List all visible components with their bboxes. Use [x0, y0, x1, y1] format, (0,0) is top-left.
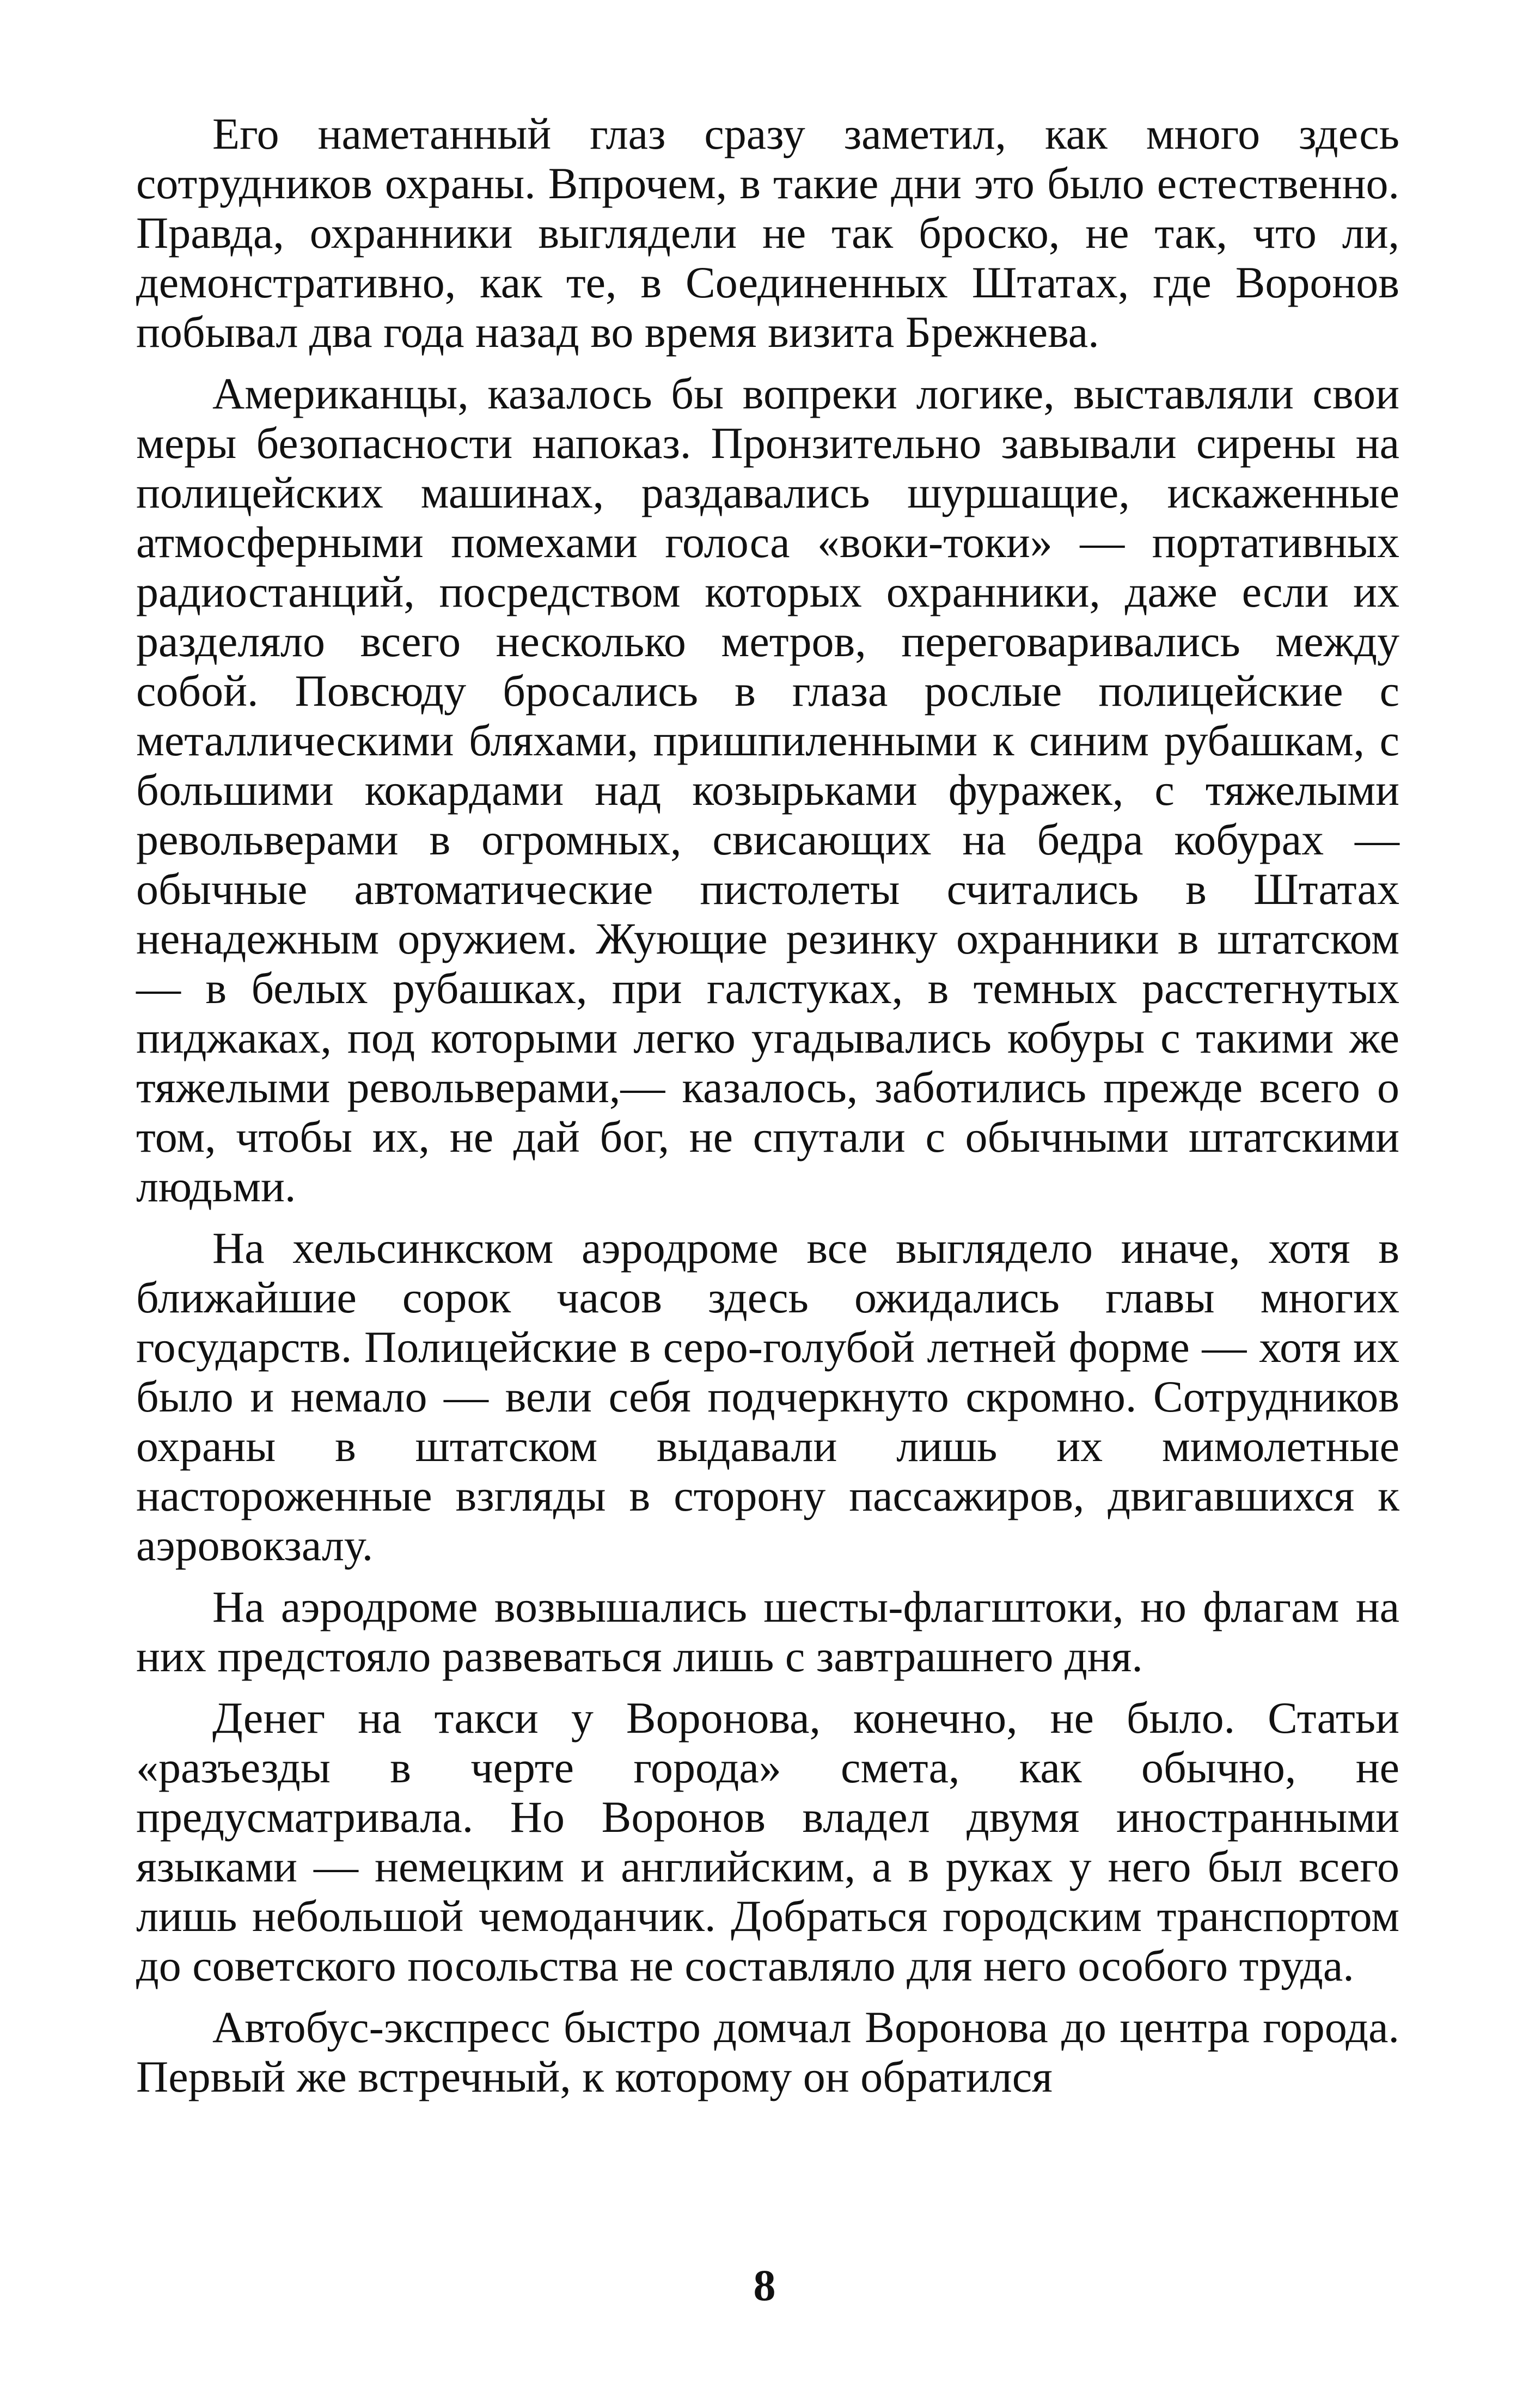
- page-number: 8: [753, 2260, 776, 2310]
- paragraph-5: Денег на такси у Воронова, конечно, не было. Статьи «разъезды в черте города» смета, как обычно, не предусматривала. Но Воронов владел двумя иностранными языками — немецким и английским, а в руках у него был всего лишь небольшой чемоданчик. Добраться городским транспортом до советского посольства не составляло для него особого труда.: [136, 1693, 1399, 1990]
- page-body: [136, 109, 1399, 2113]
- paragraph-4: На аэродроме возвышались шесты-флагштоки, но флагам на них предстояло развеваться лишь с завтрашнего дня.: [136, 1582, 1399, 1681]
- paragraph-3: На хельсинкском аэродроме все выглядело иначе, хотя в ближайшие сорок часов здесь ожидались главы многих государств. Полицейские в серо-голубой летней форме — хотя их было и немало — вели себя подчеркнуто скромно. Сотрудников охраны в штатском выдавали лишь их мимолетные настороженные взгляды в сторону пассажиров, двигавшихся к аэровокзалу.: [136, 1223, 1399, 1570]
- paragraph-1: Его наметанный глаз сразу заметил, как много здесь сотрудников охраны. Впрочем, в такие дни это было естественно. Правда, охранники выглядели не так броско, не так, что ли, демонстративно, как те, в Соединенных Штатах, где Воронов побывал два года назад во время визита Брежнева.: [136, 109, 1399, 357]
- paragraph-6: Автобус-экспресс быстро домчал Воронова до центра города. Первый же встречный, к которому он обратился: [136, 2002, 1399, 2101]
- paragraph-2: Американцы, казалось бы вопреки логике, выставляли свои меры безопасности напоказ. Пронзительно завывали сирены на полицейских машинах, раздавались шуршащие, искаженные атмосферными помехами голоса «воки-токи» — портативных радиостанций, посредством которых охранники, даже если их разделяло всего несколько метров, переговаривались между собой. Повсюду бросались в глаза рослые полицейские с металлическими бляхами, пришпиленными к синим рубашкам, с большими кокардами над козырьками фуражек, с тяжелыми револьверами в огромных, свисающих на бедра кобурах — обычные автоматические пистолеты считались в Штатах ненадежным оружием. Жующие резинку охранники в штатском — в белых рубашках, при галстуках, в темных расстегнутых пиджаках, под которыми легко угадывались кобуры с такими же тяжелыми револьверами,— казалось, заботились прежде всего о том, чтобы их, не дай бог, не спутали с обычными штатскими людьми.: [136, 369, 1399, 1211]
